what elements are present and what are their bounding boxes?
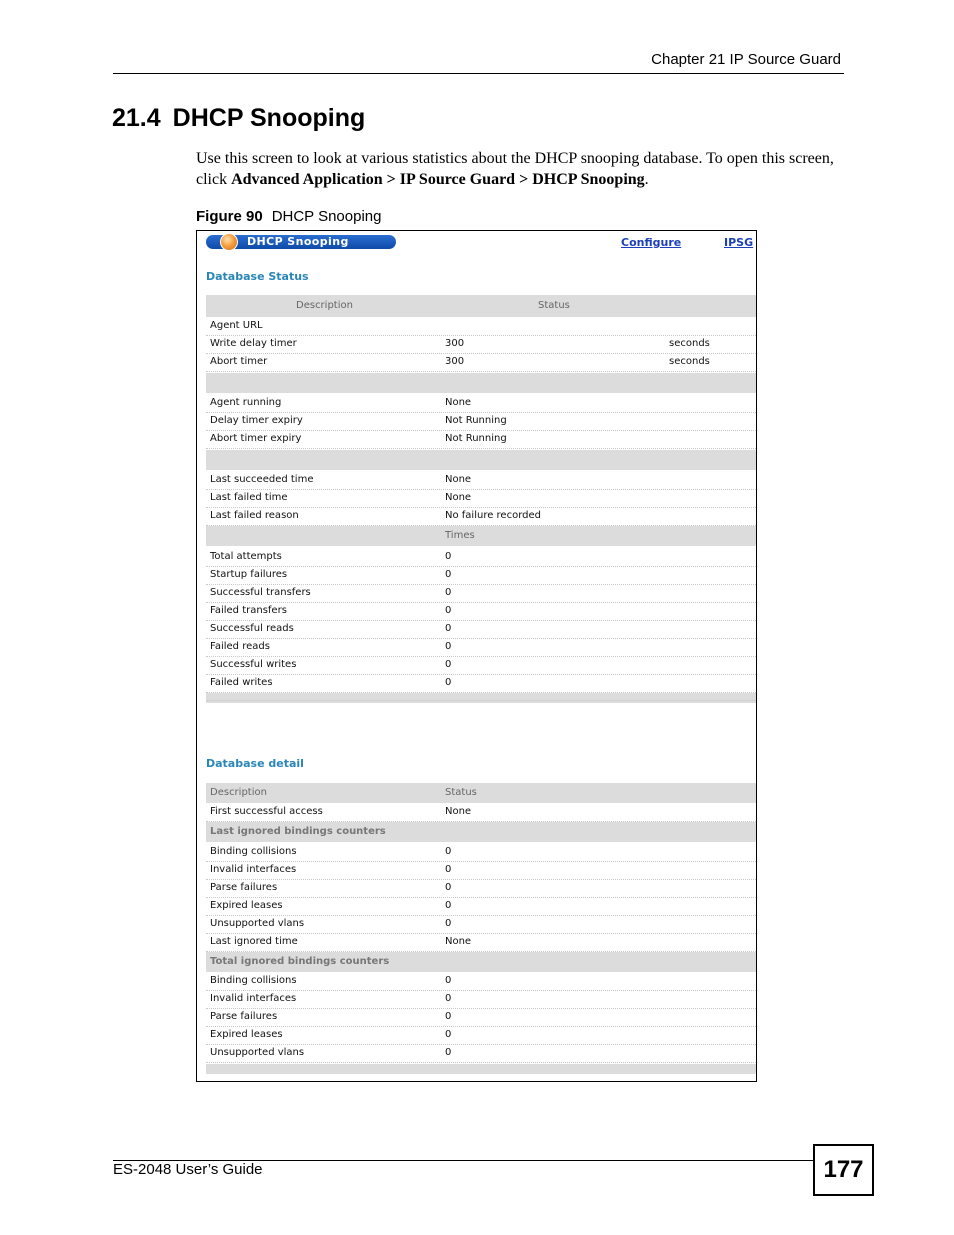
database-detail-label: Database detail: [206, 757, 304, 770]
row-description: Last failed reason: [210, 510, 299, 521]
row-value: 0: [445, 587, 452, 598]
row-description: Failed transfers: [210, 605, 287, 616]
table-row: [206, 1008, 756, 1027]
row-value: 0: [445, 993, 452, 1004]
row-value: None: [445, 492, 472, 503]
row-value: 0: [445, 864, 452, 875]
panel-title: DHCP Snooping: [247, 235, 349, 248]
row-description: Parse failures: [210, 882, 278, 893]
table-row: [206, 317, 756, 336]
intro-paragraph: [196, 148, 836, 190]
row-value: None: [445, 936, 472, 947]
table-row: [206, 1026, 756, 1045]
detail-header-band-col1: Description: [210, 787, 267, 798]
row-unit: seconds: [669, 338, 710, 349]
intro-text-end: .: [644, 171, 649, 188]
table-row: [206, 674, 756, 693]
row-value: 0: [445, 605, 452, 616]
table-row: [206, 620, 756, 639]
detail-header-band: [206, 783, 756, 803]
orb-icon: [220, 233, 238, 251]
row-description: Successful reads: [210, 623, 294, 634]
status-end-band: [206, 693, 756, 703]
row-value: 0: [445, 1047, 452, 1058]
table-row: [206, 915, 756, 934]
table-row: [206, 897, 756, 916]
table-row: [206, 638, 756, 657]
row-value: 0: [445, 569, 452, 580]
status-header-band-col2: Status: [538, 300, 570, 311]
row-value: 0: [445, 641, 452, 652]
table-row: [206, 861, 756, 880]
times-header-band: [206, 526, 756, 546]
table-row: [206, 990, 756, 1009]
row-description: Invalid interfaces: [210, 864, 297, 875]
row-value: 0: [445, 1011, 452, 1022]
row-unit: seconds: [669, 356, 710, 367]
footer-guide-title: ES-2048 User’s Guide: [113, 1161, 263, 1178]
row-value: None: [445, 397, 472, 408]
status-spacer-band: [206, 450, 756, 470]
configure-link[interactable]: Configure: [621, 236, 682, 249]
row-description: Last succeeded time: [210, 474, 314, 485]
row-description: Failed reads: [210, 641, 270, 652]
ipsg-link[interactable]: IPSG: [724, 236, 754, 249]
row-value: 0: [445, 882, 452, 893]
figure-label: Figure 90: [196, 208, 263, 225]
section-title: DHCP Snooping: [172, 104, 366, 132]
table-row: [206, 584, 756, 603]
detail-header-band-col2: Status: [445, 787, 477, 798]
last-ignored-header-band-col1: Last ignored bindings counters: [210, 826, 386, 837]
row-description: Startup failures: [210, 569, 288, 580]
figure-caption: [196, 208, 381, 225]
figure-title: DHCP Snooping: [271, 208, 382, 225]
row-value: Not Running: [445, 415, 507, 426]
table-row: [206, 353, 756, 372]
table-row: [206, 548, 756, 567]
panel-title-bar: [206, 235, 396, 249]
row-value: 0: [445, 975, 452, 986]
intro-text-start: Use this screen to look at various statistics about the DHCP snooping database. To open this screen, click: [196, 150, 834, 188]
row-value: 0: [445, 551, 452, 562]
row-value: 0: [445, 900, 452, 911]
row-description: First successful access: [210, 806, 323, 817]
table-row: [206, 1044, 756, 1063]
table-row: [206, 507, 756, 526]
row-description: Successful writes: [210, 659, 297, 670]
row-value: 300: [445, 356, 465, 367]
row-value: 0: [445, 1029, 452, 1040]
row-description: Delay timer expiry: [210, 415, 303, 426]
last-ignored-header-band: [206, 822, 756, 842]
status-header-band: [206, 295, 756, 317]
running-header-chapter: Chapter 21 IP Source Guard: [651, 51, 841, 68]
section-divider: [206, 700, 756, 701]
row-description: Agent running: [210, 397, 282, 408]
row-description: Abort timer expiry: [210, 433, 302, 444]
row-value: No failure recorded: [445, 510, 541, 521]
row-description: Failed writes: [210, 677, 273, 688]
table-row: [206, 394, 756, 413]
total-ignored-header-band: [206, 952, 756, 972]
row-description: Last ignored time: [210, 936, 298, 947]
table-row: [206, 933, 756, 952]
row-description: Unsupported vlans: [210, 918, 305, 929]
row-description: Invalid interfaces: [210, 993, 297, 1004]
total-ignored-header-band-col1: Total ignored bindings counters: [210, 956, 390, 967]
page-number: 177: [813, 1144, 874, 1196]
row-description: Expired leases: [210, 900, 283, 911]
row-description: Binding collisions: [210, 975, 297, 986]
row-description: Binding collisions: [210, 846, 297, 857]
table-row: [206, 972, 756, 991]
table-row: [206, 566, 756, 585]
dhcp-snooping-screenshot: [196, 230, 757, 1082]
times-header-band-col2: Times: [445, 530, 475, 541]
row-description: Abort timer: [210, 356, 268, 367]
row-value: None: [445, 806, 472, 817]
row-description: Last failed time: [210, 492, 288, 503]
table-row: [206, 803, 756, 822]
header-rule: [113, 73, 844, 74]
table-row: [206, 335, 756, 354]
section-number: 21.4: [112, 104, 161, 132]
row-description: Parse failures: [210, 1011, 278, 1022]
row-description: Write delay timer: [210, 338, 297, 349]
row-value: 0: [445, 918, 452, 929]
section-heading: [112, 104, 365, 133]
row-description: Agent URL: [210, 320, 263, 331]
row-description: Unsupported vlans: [210, 1047, 305, 1058]
intro-menu-path: Advanced Application > IP Source Guard > DHCP Snooping: [231, 171, 645, 188]
row-value: 0: [445, 846, 452, 857]
table-row: [206, 602, 756, 621]
table-row: [206, 412, 756, 431]
table-row: [206, 430, 756, 449]
row-value: Not Running: [445, 433, 507, 444]
database-status-label: Database Status: [206, 270, 309, 283]
row-value: 0: [445, 677, 452, 688]
table-row: [206, 471, 756, 490]
row-value: None: [445, 474, 472, 485]
row-description: Expired leases: [210, 1029, 283, 1040]
status-header-band-col1: Description: [296, 300, 353, 311]
table-row: [206, 843, 756, 862]
table-row: [206, 489, 756, 508]
table-row: [206, 656, 756, 675]
detail-end-band: [206, 1064, 756, 1074]
table-row: [206, 879, 756, 898]
row-value: 0: [445, 659, 452, 670]
row-value: 300: [445, 338, 465, 349]
row-description: Successful transfers: [210, 587, 311, 598]
row-value: 0: [445, 623, 452, 634]
row-description: Total attempts: [210, 551, 282, 562]
status-spacer-band: [206, 373, 756, 393]
